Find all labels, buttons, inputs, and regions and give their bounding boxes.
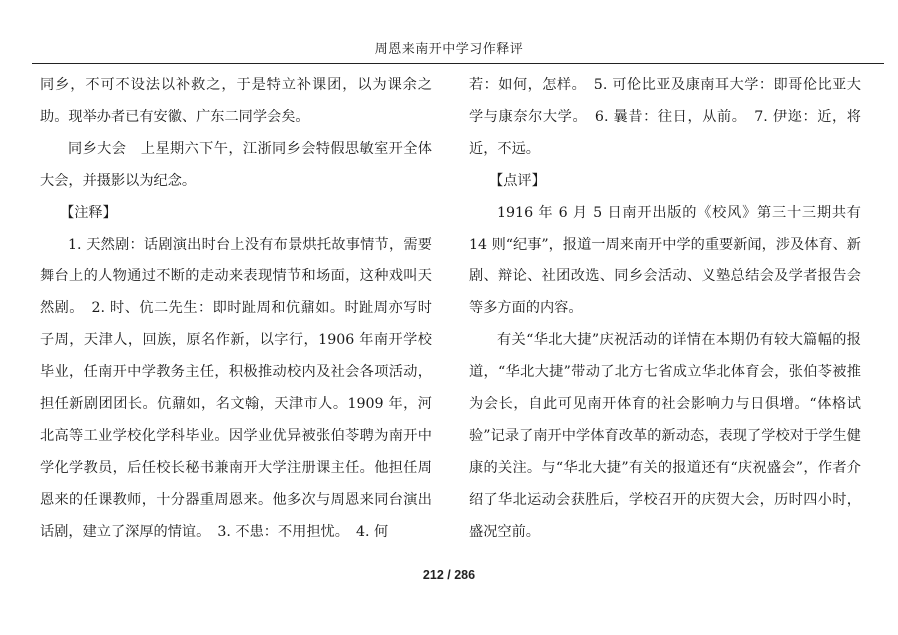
paragraph-tongxiang-dahui: 同乡大会 上星期六下午，江浙同乡会特假思敏室开全体大会，并摄影以为纪念。 bbox=[40, 140, 432, 189]
left-column bbox=[40, 70, 432, 549]
section-heading-notes: 【注释】 bbox=[60, 204, 117, 221]
paragraph-notes: 1. 天然剧：话剧演出时台上没有布景烘托故事情节，需要舞台上的人物通过不断的走动来表现情节和场面，这种戏叫天然剧。 2. 时、伉二先生：即时趾周和伉鼐如。时趾周亦写时子周，天津人，回族，原名作新，以字行，1906 年南开学校毕业，任南开中学教务主任，积极推动校内及社会各项活动，担任新剧团团长。伉鼐如，名文翰，天津市人。1909 年，河北高等工业学校化学科毕业。因学业优异被张伯苓聘为南开中学化学教员，后任校长秘书兼南开大学注册课主任。他担任周恩来的任课教师，十分器重周恩来。他多次与周恩来同台演出话剧，建立了深厚的情谊。 3. 不患：不用担忧。 4. 何 bbox=[40, 236, 432, 540]
section-heading-commentary: 【点评】 bbox=[489, 172, 546, 189]
page-number: 212 / 286 bbox=[422, 568, 476, 582]
running-header: 周恩来南开中学习作释评 bbox=[374, 42, 524, 57]
paragraph-notes-continued: 若：如何，怎样。 5. 可伦比亚及康南耳大学：即哥伦比亚大学与康奈尔大学。 6. 曩昔：往日，从前。 7. 伊迩：近，将近，不远。 bbox=[469, 77, 861, 157]
header-rule bbox=[32, 63, 884, 64]
paragraph-commentary-2: 有关“华北大捷”庆祝活动的详情在本期仍有较大篇幅的报道，“华北大捷”带动了北方七省成立华北体育会，张伯苓被推为会长，自此可见南开体育的社会影响力与日俱增。“体格试验”记录了南开中学体育改革的新动态，表现了学校对于学生健康的关注。与“华北大捷”有关的报道还有“庆祝盛会”，作者介绍了华北运动会获胜后，学校召开的庆贺大会，历时四小时，盛况空前。 bbox=[469, 332, 861, 540]
right-column bbox=[469, 70, 861, 549]
paragraph-continued: 同乡，不可不设法以补救之，于是特立补课团，以为课余之助。现举办者已有安徽、广东二同学会矣。 bbox=[40, 77, 432, 125]
paragraph-commentary-1: 1916 年 6 月 5 日南开出版的《校风》第三十三期共有 14 则“纪事”，报道一周来南开中学的重要新闻，涉及体育、新剧、辩论、社团改选、同乡会活动、义塾总结会及学者报告会等多方面的内容。 bbox=[469, 204, 861, 317]
